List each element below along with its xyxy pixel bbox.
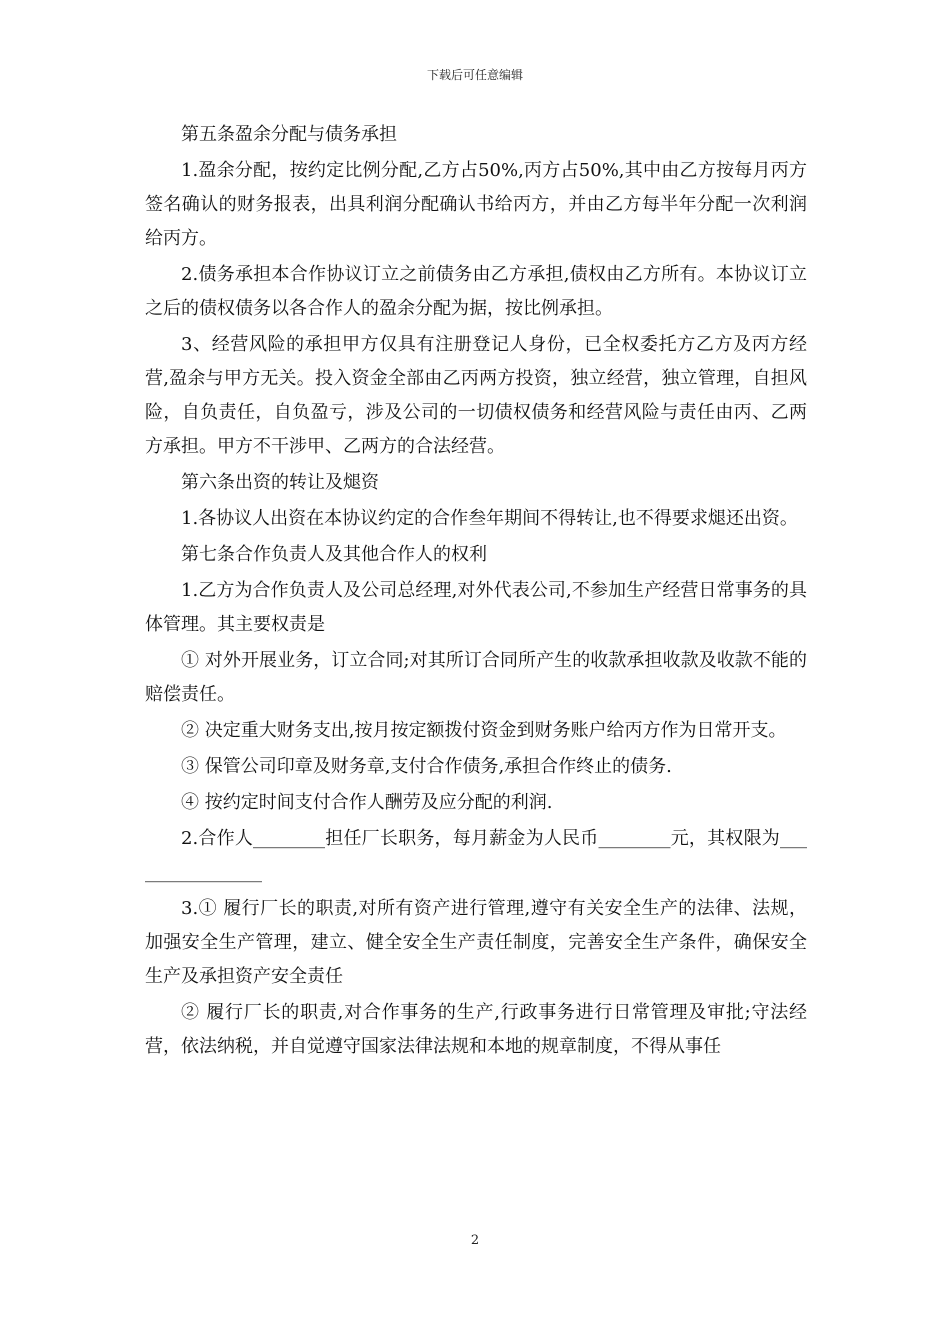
page-header-note: 下载后可任意编辑: [426, 68, 523, 82]
section-heading-6: 第六条出资的转让及煺资: [181, 472, 379, 493]
paragraph-debt-bearing: 2.债务承担本合作协议订立之前债务由乙方承担,债权由乙方所有。本协议订立之后的债权债务以各合作人的盈余分配为据，按比例承担。: [145, 264, 807, 319]
page-number: 2: [470, 1233, 480, 1248]
paragraph-director-duties-1: 3.① 履行厂长的职责,对所有资产进行管理,遵守有关安全生产的法律、法规，加强安全生产管理，建立、健全安全生产责任制度，完善安全生产条件，确保安全生产及承担资产安全责任: [145, 898, 807, 987]
paragraph-business-risk: 3、经营风险的承担甲方仅具有注册登记人身份，已全权委托方乙方及丙方经营,盈余与甲方无关。投入资金全部由乙丙两方投资，独立经营，独立管理，自担风险，自负责任，自负盈亏，涉及公司的一切债权债务和经营风险与责任由丙、乙两方承担。甲方不干涉甲、乙两方的合法经营。: [145, 334, 807, 457]
section-heading-7: 第七条合作负责人及其他合作人的权利: [181, 544, 487, 565]
section-heading-5: 第五条盈余分配与债务承担: [181, 124, 397, 145]
paragraph-partner-in-charge: 1.乙方为合作负责人及公司总经理,对外代表公司,不参加生产经营日常事务的具体管理。其主要权责是: [145, 580, 807, 635]
list-item-2: ② 决定重大财务支出,按月按定额拨付资金到财务账户给丙方作为日常开支。: [181, 720, 787, 741]
paragraph-director-duties-2: ② 履行厂长的职责,对合作事务的生产,行政事务进行日常管理及审批;守法经营，依法纳税，并自觉遵守国家法律法规和本地的规章制度，不得从事任: [145, 1002, 807, 1057]
list-item-1: ① 对外开展业务，订立合同;对其所订合同所产生的收款承担收款及收款不能的赔偿责任。: [145, 650, 807, 705]
paragraph-capital-transfer: 1.各协议人出资在本协议约定的合作叁年期间不得转让,也不得要求煺还出资。: [181, 508, 798, 529]
paragraph-profit-distribution: 1.盈余分配，按约定比例分配,乙方占50%,丙方占50%,其中由乙方按每月丙方签名确认的财务报表，出具利润分配确认书给丙方，并由乙方每半年分配一次利润给丙方。: [145, 160, 807, 249]
document-body: [145, 118, 807, 1066]
paragraph-factory-director: 2.合作人________担任厂长职务，每月薪金为人民币________元，其权限为________________: [145, 828, 807, 883]
list-item-4: ④ 按约定时间支付合作人酬劳及应分配的利润.: [181, 792, 553, 813]
list-item-3: ③ 保管公司印章及财务章,支付合作债务,承担合作终止的债务.: [181, 756, 672, 777]
